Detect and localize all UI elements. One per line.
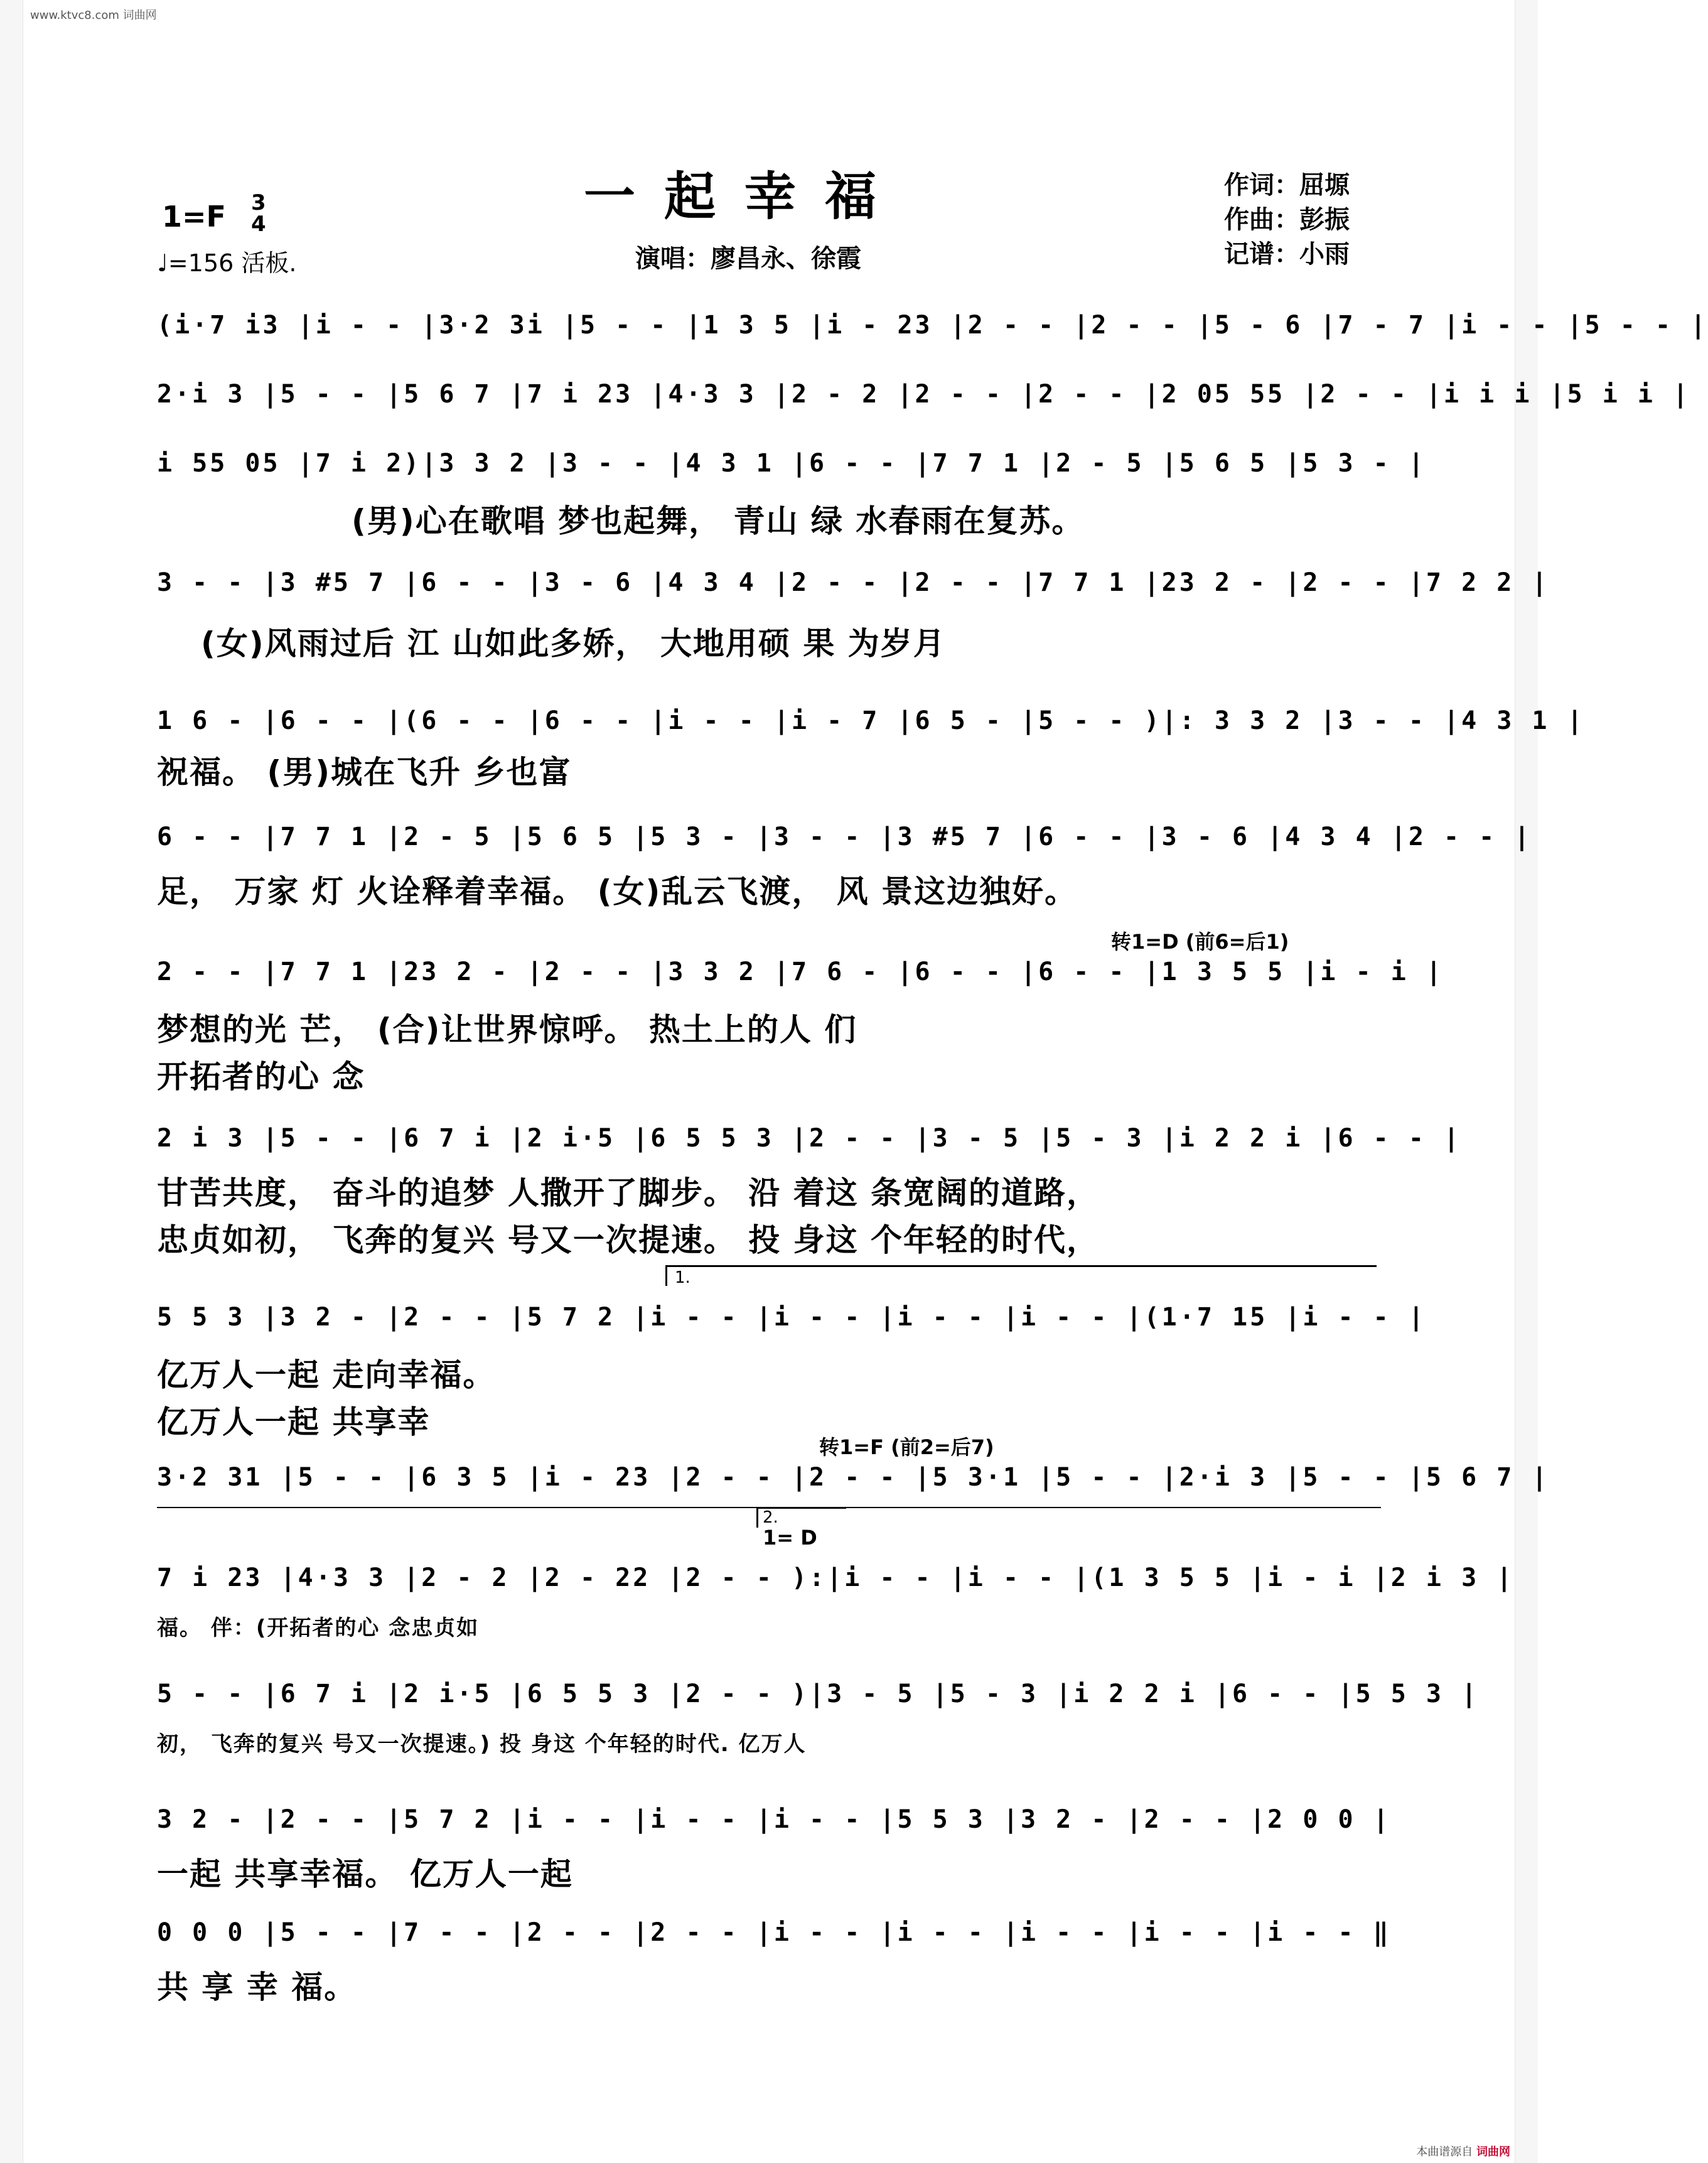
time-signature-top: 3	[251, 190, 266, 215]
notation-row: 2 - - |7 7 1 |23 2 - |2 - - |3 3 2 |7 6 - |6 - - |6 - - |1 3 5 5 |i - i |	[157, 957, 1444, 986]
modulation-marking: 转1=F (前2=后7)	[819, 1435, 994, 1459]
first-ending-label: 1.	[675, 1268, 690, 1287]
notation-row: 5 5 3 |3 2 - |2 - - |5 7 2 |i - - |i - - |i - - |i - - |(1·7 15 |i - - |	[157, 1303, 1426, 1332]
song-title: 一起幸福	[584, 166, 906, 227]
notation-row: 2·i 3 |5 - - |5 6 7 |7 i 23 |4·3 3 |2 - 2 |2 - - |2 - - |2 05 55 |2 - - |i i i |5 i i |	[157, 380, 1691, 409]
site-watermark: www.ktvc8.com 词曲网	[30, 9, 157, 22]
notation-row: i 55 05 |7 i 2)|3 3 2 |3 - - |4 3 1 |6 - - |7 7 1 |2 - 5 |5 6 5 |5 3 - |	[157, 449, 1426, 478]
footer-site-logo[interactable]: 词曲网	[1476, 2145, 1510, 2159]
lyric-line: 忠贞如初， 飞奔的复兴 号又一次提速。 投 身这 个年轻的时代，	[157, 1222, 1100, 1258]
lyric-line: (男)心在歌唱 梦也起舞， 青山 绿 水春雨在复苏。	[352, 503, 1085, 539]
notation-row: 3 2 - |2 - - |5 7 2 |i - - |i - - |i - - |5 5 3 |3 2 - |2 - - |2 0 0 |	[157, 1805, 1391, 1834]
modulation-marking: 1= D	[763, 1526, 817, 1550]
left-margin-strip	[0, 0, 23, 2163]
key-signature: 1=F	[162, 200, 226, 234]
lyric-line: 初， 飞奔的复兴 号又一次提速。) 投 身这 个年轻的时代. 亿万人	[157, 1732, 807, 1757]
singer-credit: 演唱：廖昌永、徐霞	[635, 244, 861, 273]
lyric-line: 甘苦共度， 奋斗的追梦 人撒开了脚步。 沿 着这 条宽阔的道路，	[157, 1175, 1100, 1211]
lyric-line: 共 享 幸 福。	[157, 1969, 357, 2005]
notation-row: 0 0 0 |5 - - |7 - - |2 - - |2 - - |i - - |i - - |i - - |i - - |i - - ‖	[157, 1918, 1391, 1947]
transcriber-credit: 记谱：小雨	[1224, 240, 1350, 269]
composer-credit: 作曲：彭振	[1224, 205, 1350, 234]
notation-row: 7 i 23 |4·3 3 |2 - 2 |2 - 22 |2 - - ):|i - - |i - - |(1 3 5 5 |i - i |2 i 3 |	[157, 1563, 1515, 1592]
notation-row: 5 - - |6 7 i |2 i·5 |6 5 5 3 |2 - - )|3 - 5 |5 - 3 |i 2 2 i |6 - - |5 5 3 |	[157, 1680, 1480, 1708]
lyricist-credit: 作词：屈塬	[1224, 171, 1350, 200]
lyric-line: 一起 共享幸福。 亿万人一起	[157, 1856, 573, 1892]
notation-row: 6 - - |7 7 1 |2 - 5 |5 6 5 |5 3 - |3 - - |3 #5 7 |6 - - |3 - 6 |4 3 4 |2 - - |	[157, 823, 1532, 851]
lyric-line: (女)风雨过后 江 山如此多娇， 大地用硕 果 为岁月	[201, 625, 946, 662]
tempo-marking: ♩=156 活板.	[157, 249, 297, 277]
second-ending-label: 2.	[763, 1508, 778, 1527]
lyric-line: 祝福。 (男)城在飞升 乡也富	[157, 754, 572, 790]
lyric-line: 亿万人一起 走向幸福。	[157, 1357, 496, 1393]
notation-row: 1 6 - |6 - - |(6 - - |6 - - |i - - |i - 7 |6 5 - |5 - - )|: 3 3 2 |3 - - |4 3 1 |	[157, 706, 1585, 735]
first-ending-bracket	[665, 1265, 1377, 1286]
lyric-line: 梦想的光 芒， (合)让世界惊呼。 热土上的人 们	[157, 1011, 857, 1048]
lyric-line: 足， 万家 灯 火诠释着幸福。 (女)乱云飞渡， 风 景这边独好。	[157, 873, 1078, 910]
time-signature	[251, 192, 266, 235]
lyric-line: 福。 伴：(开拓者的心 念忠贞如	[157, 1616, 480, 1641]
credits-block	[1224, 168, 1350, 272]
notation-row: (i·7 i3 |i - - |3·2 3i |5 - - |1 3 5 |i - 23 |2 - - |2 - - |5 - 6 |7 - 7 |i - - |5 - - |	[157, 311, 1708, 340]
notation-row: 3 - - |3 #5 7 |6 - - |3 - 6 |4 3 4 |2 - - |2 - - |7 7 1 |23 2 - |2 - - |7 2 2 |	[157, 568, 1550, 597]
lyric-line: 亿万人一起 共享幸	[157, 1404, 431, 1440]
notation-row: 3·2 31 |5 - - |6 3 5 |i - 23 |2 - - |2 - - |5 3·1 |5 - - |2·i 3 |5 - - |5 6 7 |	[157, 1463, 1550, 1492]
notation-row: 2 i 3 |5 - - |6 7 i |2 i·5 |6 5 5 3 |2 - - |3 - 5 |5 - 3 |i 2 2 i |6 - - |	[157, 1124, 1462, 1153]
time-signature-bottom: 4	[251, 212, 266, 237]
footer-source-label: 本曲谱源自	[1416, 2145, 1473, 2159]
modulation-marking: 转1=D (前6=后1)	[1111, 930, 1289, 954]
lyric-line: 开拓者的心 念	[157, 1059, 365, 1095]
footer-source	[1416, 2143, 1510, 2159]
